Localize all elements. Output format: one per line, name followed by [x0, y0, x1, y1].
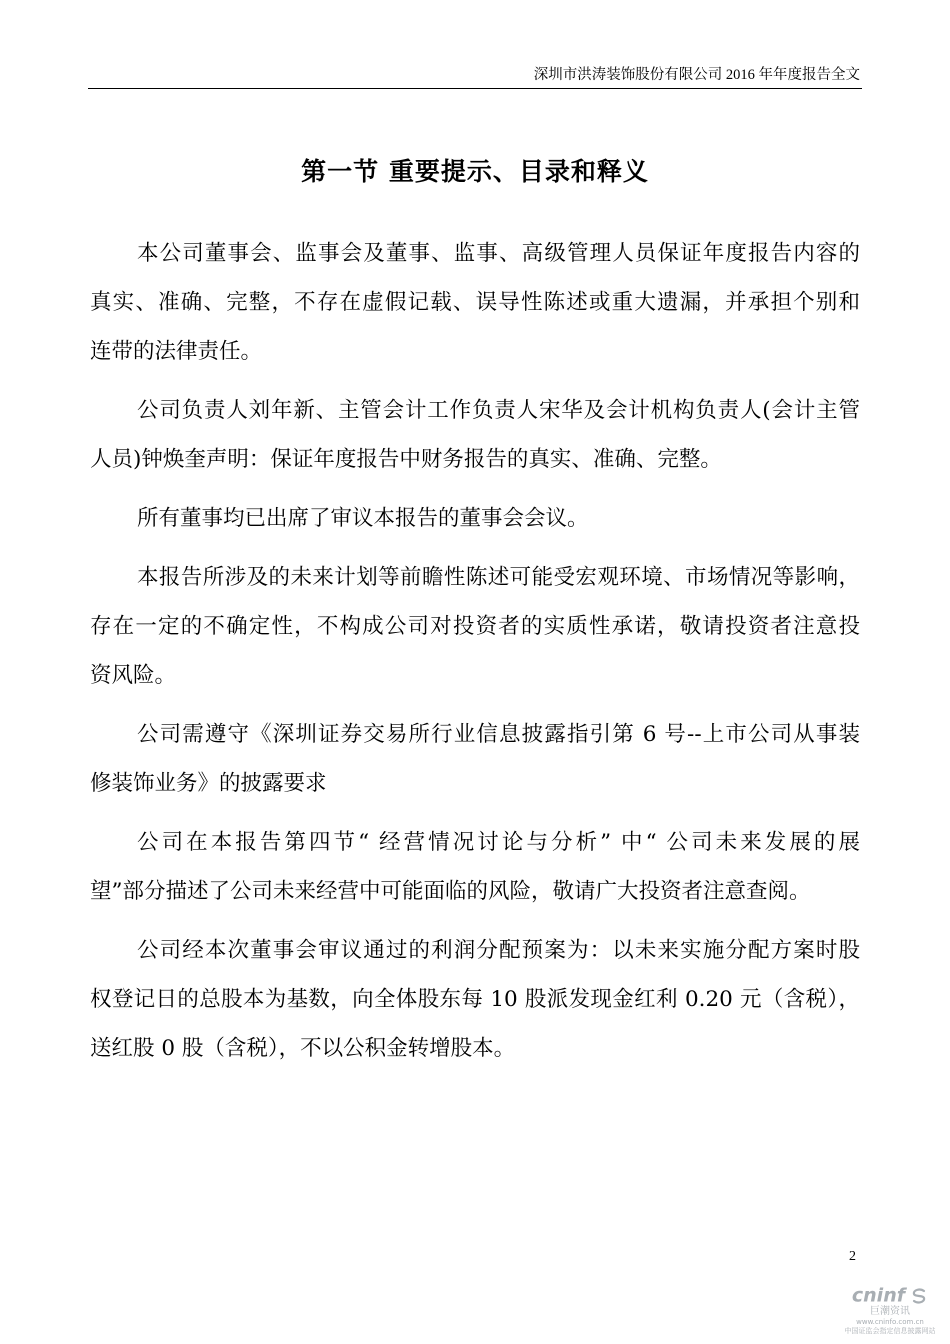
- paragraph-disclosure-guideline: [90, 710, 860, 808]
- paragraph-7-line-1: 公司经本次董事会审议通过的利润分配预案为：以未来实施分配方案时股: [137, 938, 860, 963]
- body-text: [90, 229, 860, 1073]
- page-number: 2: [849, 1249, 856, 1264]
- paragraph-5-line-2: 修装饰业务》的披露要求: [90, 771, 327, 796]
- paragraph-7-line-2: 权登记日的总股本为基数，向全体股东每 10 股派发现金红利 0.20 元（含税），: [90, 987, 860, 1012]
- paragraph-risk-reference: [90, 818, 860, 916]
- paragraph-forward-looking-risk: [90, 553, 860, 700]
- paragraph-4-line-2: 存在一定的不确定性，不构成公司对投资者的实质性承诺，敬请投资者注意投: [90, 614, 860, 639]
- paragraph-board-guarantee: [90, 229, 860, 376]
- header-rule: [88, 88, 862, 89]
- page-header-title: 深圳市洪涛装饰股份有限公司 2016 年年度报告全文: [533, 67, 860, 83]
- watermark-name: 巨潮资讯: [870, 1306, 910, 1317]
- cninfo-swirl-icon: [910, 1287, 928, 1305]
- paragraph-4-line-3: 资风险。: [90, 663, 177, 688]
- paragraph-1-line-3: 连带的法律责任。: [90, 339, 263, 364]
- paragraph-2-line-2: 人员)钟焕奎声明：保证年度报告中财务报告的真实、准确、完整。: [90, 447, 722, 472]
- paragraph-responsible-persons-statement: [90, 386, 860, 484]
- watermark-brand: cninf: [851, 1284, 905, 1307]
- paragraph-directors-attendance: [90, 494, 860, 543]
- paragraph-1-line-2: 真实、准确、完整，不存在虚假记载、误导性陈述或重大遗漏，并承担个别和: [90, 290, 860, 315]
- paragraph-1-line-1: 本公司董事会、监事会及董事、监事、高级管理人员保证年度报告内容的: [137, 241, 860, 266]
- watermark-tagline: 中国证监会指定信息披露网站: [844, 1327, 936, 1335]
- paragraph-4-line-1: 本报告所涉及的未来计划等前瞻性陈述可能受宏观环境、市场情况等影响，: [137, 565, 860, 590]
- cninfo-watermark: [838, 1284, 942, 1336]
- section-title: 第一节 重要提示、目录和释义: [301, 157, 649, 186]
- watermark-brand-row: [838, 1284, 942, 1306]
- paragraph-2-line-1: 公司负责人刘年新、主管会计工作负责人宋华及会计机构负责人(会计主管: [137, 398, 860, 423]
- paragraph-6-line-1: 公司在本报告第四节“ 经营情况讨论与分析” 中“ 公司未来发展的展: [137, 830, 860, 855]
- paragraph-7-line-3: 送红股 0 股（含税），不以公积金转增股本。: [90, 1036, 516, 1061]
- paragraph-6-line-2: 望”部分描述了公司未来经营中可能面临的风险，敬请广大投资者注意查阅。: [90, 879, 811, 904]
- paragraph-3-line-1: 所有董事均已出席了审议本报告的董事会会议。: [137, 506, 589, 531]
- paragraph-5-line-1: 公司需遵守《深圳证券交易所行业信息披露指引第 6 号--上市公司从事装: [137, 722, 860, 747]
- paragraph-profit-distribution: [90, 926, 860, 1073]
- watermark-url: www.cninfo.com.cn: [856, 1318, 924, 1326]
